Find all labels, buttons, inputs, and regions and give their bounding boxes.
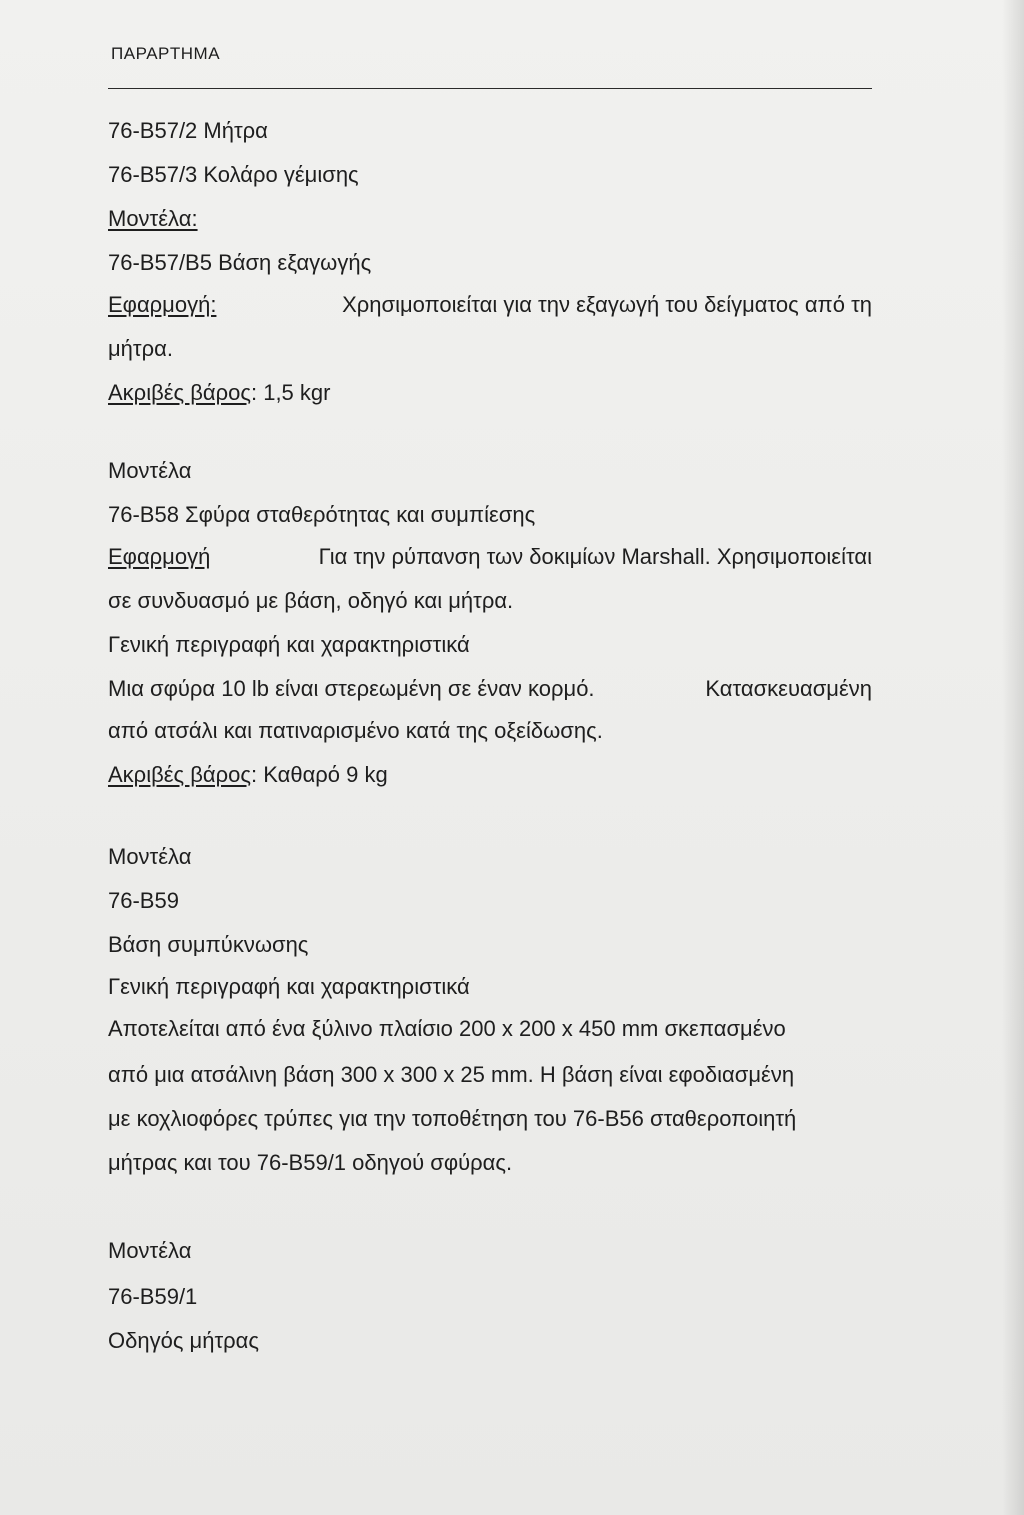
item-line: 76-Β57/3 Κολάρο γέμισης <box>108 162 359 187</box>
model-code: 76-Β59/1 <box>108 1284 198 1309</box>
description-heading: Γενική περιγραφή και χαρακτηριστικά <box>108 632 470 657</box>
model-name: Βάση συμπύκνωσης <box>108 932 309 957</box>
page-edge-shadow <box>1002 0 1024 1515</box>
usage-text: Για την ρύπανση των δοκιμίων Marshall. Χρησιμοποιείται <box>318 544 872 569</box>
usage-label: Εφαρμογή <box>108 544 211 569</box>
item-line: 76-Β58 Σφύρα σταθερότητας και συμπίεσης <box>108 502 536 527</box>
models-heading: Μοντέλα <box>108 844 192 869</box>
description-line: μήτρας και του 76-Β59/1 οδηγού σφύρας. <box>108 1150 513 1175</box>
description-line <box>108 1064 872 1086</box>
description-text: Κατασκευασμένη <box>705 676 872 701</box>
item-line: 76-Β57/2 Μήτρα <box>108 118 268 143</box>
page-header: ΠΑΡΑΡΤΗΜΑ <box>111 44 221 63</box>
description-text: Αποτελείται από ένα ξύλινο πλαίσιο 200 x 200 x 450 mm σκεπασμένο <box>108 1016 786 1041</box>
description-line <box>108 678 872 700</box>
description-text: με κοχλιοφόρες τρύπες για την τοποθέτηση του 76-Β56 σταθεροποιητή <box>108 1106 797 1131</box>
weight-label: Ακριβές βάρος <box>108 762 251 787</box>
usage-line <box>108 546 872 568</box>
models-heading: Μοντέλα <box>108 458 192 483</box>
header-rule <box>108 88 872 89</box>
models-heading: Μοντέλα <box>108 1238 192 1263</box>
description-text: Μια σφύρα 10 lb είναι στερεωμένη σε έναν κορμό. <box>108 676 595 701</box>
model-name: Οδηγός μήτρας <box>108 1328 259 1353</box>
weight-label: Ακριβές βάρος <box>108 380 251 405</box>
usage-text-continued: μήτρα. <box>108 336 173 361</box>
item-line: 76-Β57/Β5 Βάση εξαγωγής <box>108 250 372 275</box>
weight-line <box>108 764 388 786</box>
description-line <box>108 1018 872 1040</box>
usage-text-continued: σε συνδυασμό με βάση, οδηγό και μήτρα. <box>108 588 514 613</box>
usage-label: Εφαρμογή: <box>108 292 217 317</box>
weight-line <box>108 382 330 404</box>
usage-line <box>108 294 872 316</box>
description-line <box>108 1108 872 1130</box>
section-label: Μοντέλα: <box>108 206 198 231</box>
weight-value: : Καθαρό 9 kg <box>250 762 388 787</box>
description-heading: Γενική περιγραφή και χαρακτηριστικά <box>108 974 470 999</box>
description-text: από μια ατσάλινη βάση 300 x 300 x 25 mm. Η βάση είναι εφοδιασμένη <box>108 1062 795 1087</box>
weight-value: : 1,5 kgr <box>250 380 331 405</box>
model-code: 76-Β59 <box>108 888 179 913</box>
usage-text: Χρησιμοποιείται για την εξαγωγή του δείγματος από τη <box>342 292 872 317</box>
description-line: από ατσάλι και πατιναρισμένο κατά της οξείδωσης. <box>108 718 603 743</box>
